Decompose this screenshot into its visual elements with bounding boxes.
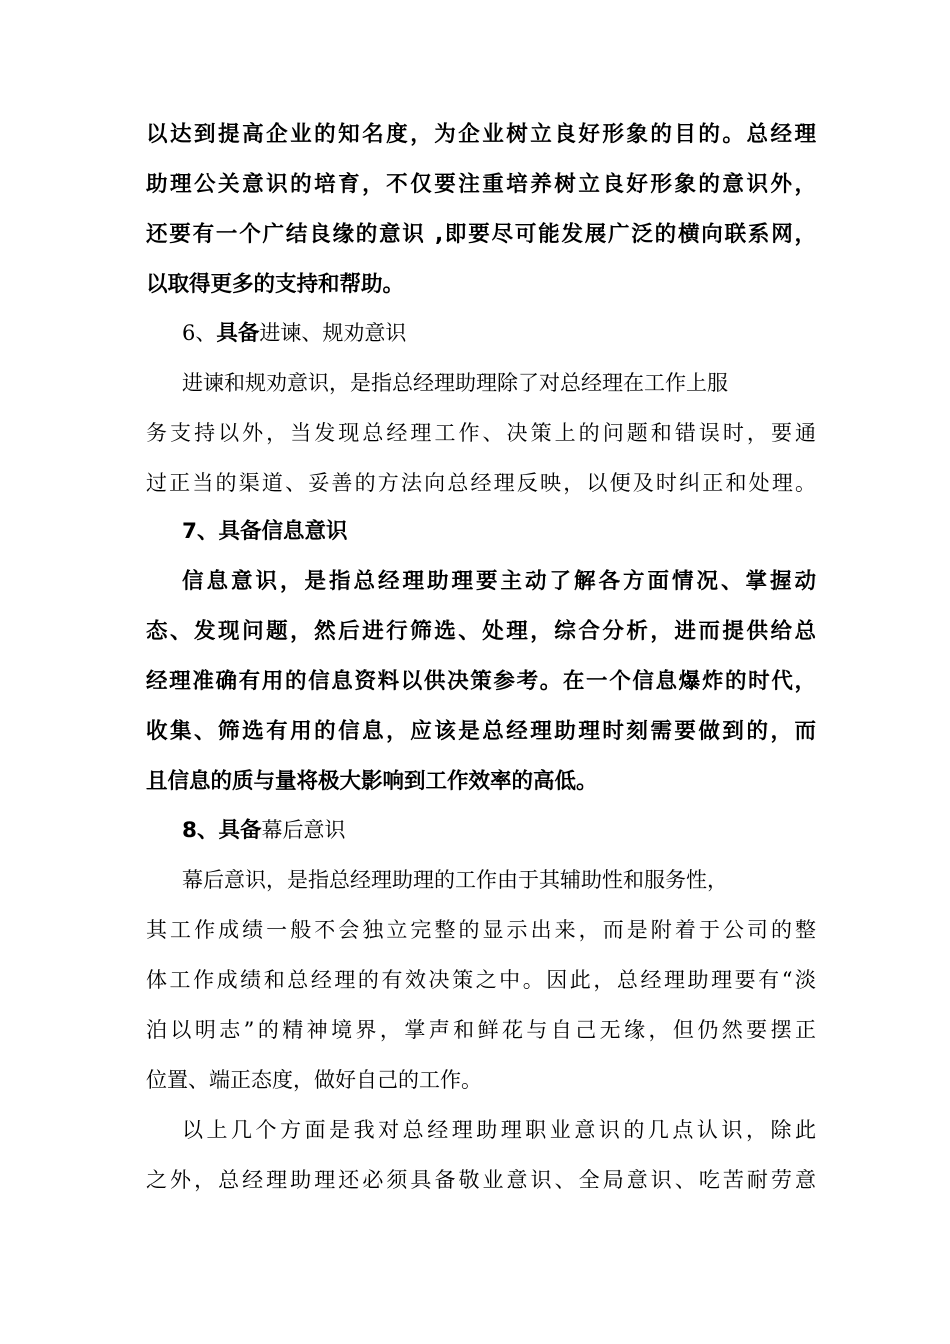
text-line: 位置、端正态度，做好自己的工作。 <box>146 1068 482 1092</box>
heading-text: 进谏、规劝意识 <box>259 321 407 345</box>
text-line: 经理准确有用的信息资料以供决策参考。在一个信息爆炸的时代， <box>146 669 816 694</box>
text-line: 助理公关意识的培育，不仅要注重培养树立良好形象的意识外， <box>146 172 816 197</box>
text-line: 且信息的质与量将极大影响到工作效率的高低。 <box>146 769 598 794</box>
heading-number: 6、 <box>182 321 217 345</box>
text-line: 之外，总经理助理还必须具备敬业意识、全局意识、吃苦耐劳意 <box>146 1168 816 1192</box>
text-line: 进谏和规劝意识，是指总经理助理除了对总经理在工作上服 <box>182 371 728 395</box>
text-line: 信息意识，是指总经理助理要主动了解各方面情况、掌握动 <box>182 569 816 594</box>
text-line: 幕后意识，是指总经理助理的工作由于其辅助性和服务性， <box>182 868 728 892</box>
text-line: 其工作成绩一般不会独立完整的显示出来，而是附着于公司的整 <box>146 918 816 942</box>
text-line: 体工作成绩和总经理的有效决策之中。因此，总经理助理要有“淡 <box>146 968 816 992</box>
text-line: 以达到提高企业的知名度，为企业树立良好形象的目的。总经理 <box>146 122 816 147</box>
text-line: 以取得更多的支持和帮助。 <box>146 272 405 297</box>
text-line: 过正当的渠道、妥善的方法向总经理反映，以便及时纠正和处理。 <box>146 471 816 495</box>
text-line: 还要有一个广结良缘的意识 ,即要尽可能发展广泛的横向联系网， <box>146 222 816 247</box>
heading-text: 幕后意识 <box>261 818 346 842</box>
text-line: 以上几个方面是我对总经理助理职业意识的几点认识，除此 <box>182 1118 816 1142</box>
section-heading-7: 7、具备信息意识 <box>182 519 348 544</box>
text-line: 泊以明志”的精神境界，掌声和鲜花与自己无缘，但仍然要摆正 <box>146 1018 816 1042</box>
text-line: 务支持以外，当发现总经理工作、决策上的问题和错误时，要通 <box>146 421 816 445</box>
section-heading-8 <box>182 820 852 842</box>
section-heading-6 <box>182 323 852 345</box>
heading-bold: 具备 <box>216 321 260 346</box>
text-line: 收集、筛选有用的信息，应该是总经理助理时刻需要做到的，而 <box>146 719 816 744</box>
heading-bold: 8、具备 <box>182 818 262 843</box>
text-line: 态、发现问题，然后进行筛选、处理，综合分析，进而提供给总 <box>146 619 816 644</box>
